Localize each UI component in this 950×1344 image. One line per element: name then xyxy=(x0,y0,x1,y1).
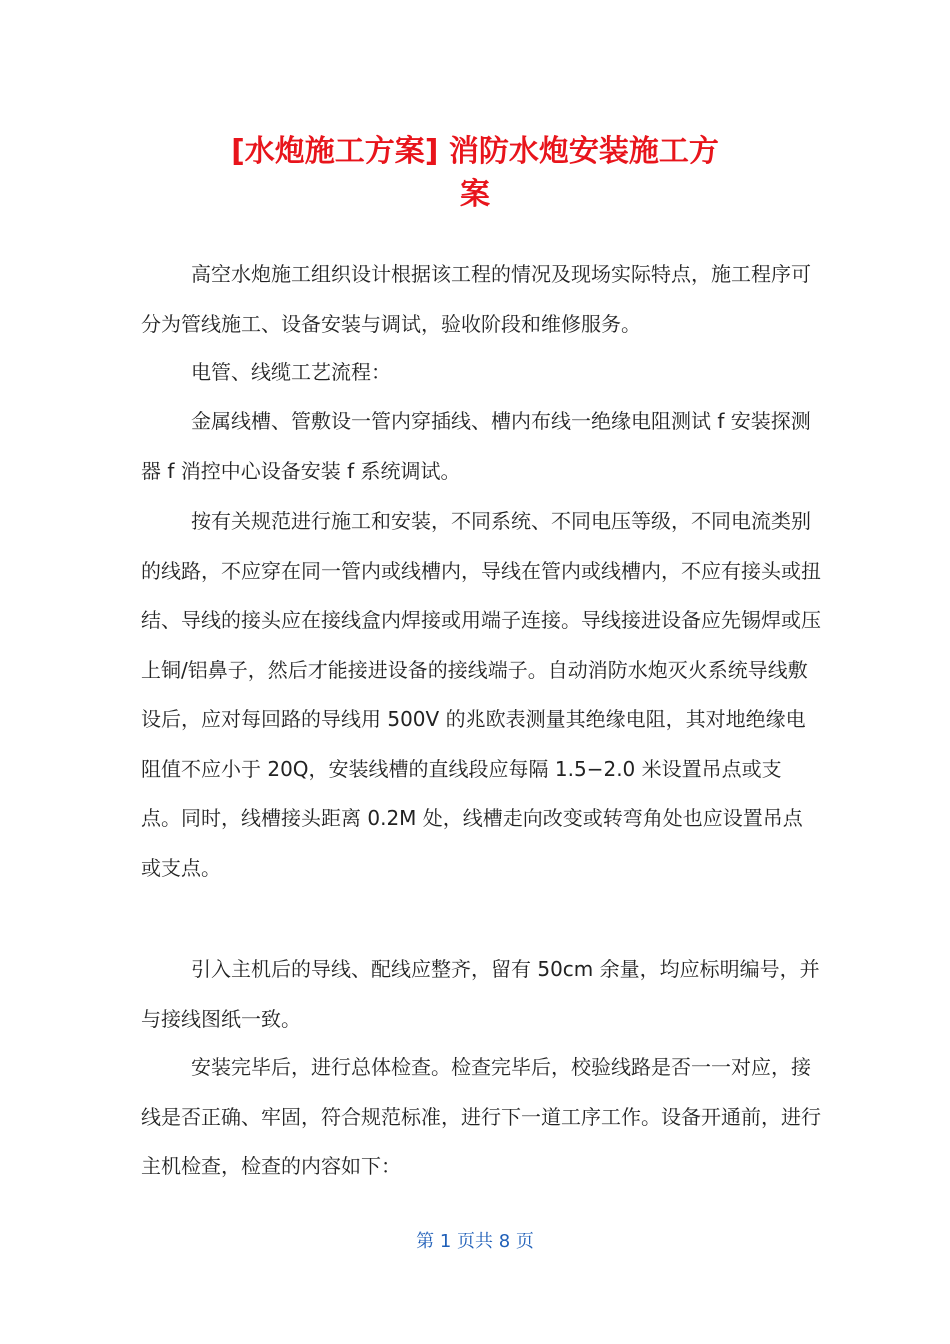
page-number-footer: 第 1 页共 8 页 xyxy=(416,1231,534,1252)
paragraph-process-flow: 金属线槽、管敷设一管内穿插线、槽内布线一绝缘电阻测试 f 安装探测器 f 消控中心设备安装 f 系统调试。 xyxy=(141,409,811,483)
document-title-line-1: [水炮施工方案] 消防水炮安装施工方 xyxy=(231,134,719,169)
paragraph-inspection: 安装完毕后，进行总体检查。检查完毕后，校验线路是否一一对应，接线是否正确、牢固，符合规范标准，进行下一道工序工作。设备开通前，进行主机检查，检查的内容如下： xyxy=(141,1055,821,1178)
paragraph-installation-rules: 按有关规范进行施工和安装，不同系统、不同电压等级，不同电流类别的线路，不应穿在同一管内或线槽内，导线在管内或线槽内，不应有接头或扭结、导线的接头应在接线盒内焊接或用端子连接。导线接进设备应先锡焊或压上铜/铝鼻子，然后才能接进设备的接线端子。自动消防水炮灭火系统导线敷设后，应对每回路的导线用 500V 的兆欧表测量其绝缘电阻，其对地绝缘电阻值不应小于 20Q，安装线槽的直线段应每隔 1.5−2.0 米设置吊点或支点。同时，线槽接头距离 0.2M 处，线槽走向改变或转弯角处也应设置吊点或支点。 xyxy=(141,509,821,880)
paragraph-process-heading: 电管、线缆工艺流程： xyxy=(191,360,391,384)
paragraph-wiring: 引入主机后的导线、配线应整齐，留有 50cm 余量，均应标明编号，并与接线图纸一致。 xyxy=(141,957,820,1031)
document-title-line-2: 案 xyxy=(460,177,490,212)
paragraph-intro: 高空水炮施工组织设计根据该工程的情况及现场实际特点，施工程序可分为管线施工、设备安装与调试，验收阶段和维修服务。 xyxy=(141,262,811,336)
